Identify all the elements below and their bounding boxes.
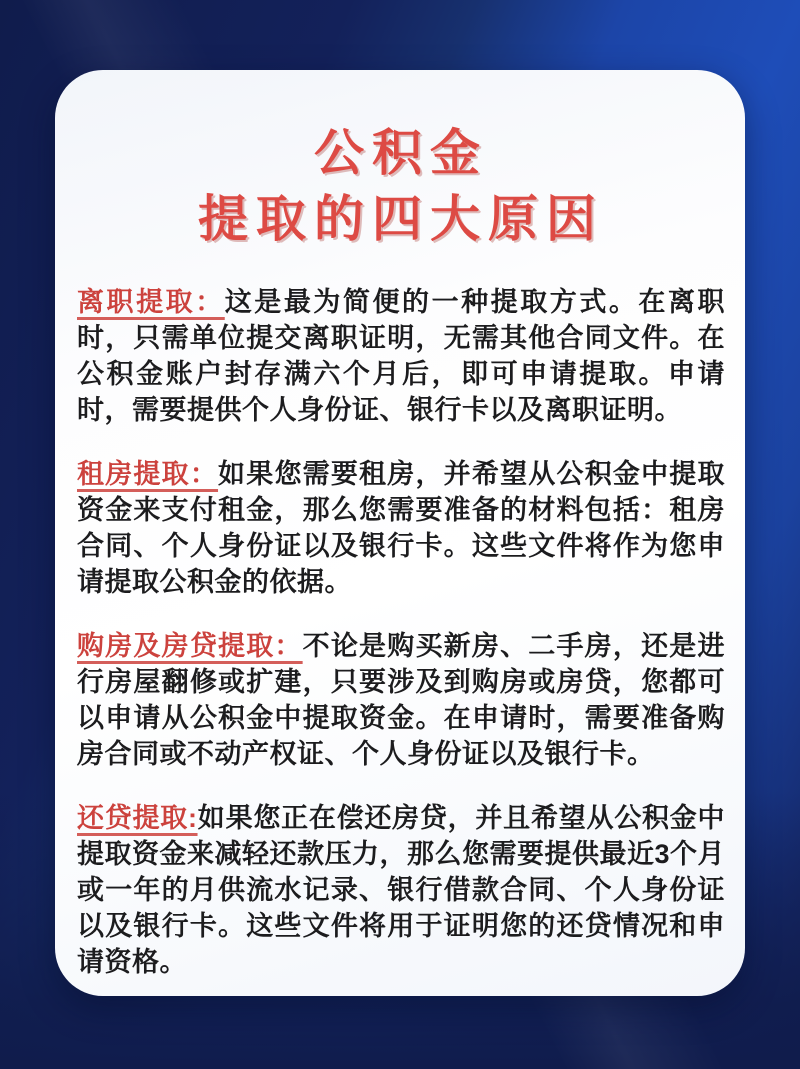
section-label-quit: 离职提取： bbox=[77, 287, 225, 317]
info-card bbox=[55, 70, 745, 996]
section-repay-withdrawal bbox=[77, 800, 725, 980]
section-label-purchase: 购房及房贷提取： bbox=[77, 631, 303, 661]
section-body-repay: 如果您正在偿还房贷，并且希望从公积金中提取资金来减轻还款压力，那么您需要提供最近3个月或一年的月供流水记录、银行借款合同、个人身份证以及银行卡。这些文件将用于证明您的还贷情况和申请资格。 bbox=[77, 803, 726, 977]
section-rent-withdrawal bbox=[77, 456, 725, 600]
title-line-2: 提取的四大原因 bbox=[198, 191, 604, 247]
section-body-purchase: 不论是购买新房、二手房，还是进行房屋翻修或扩建，只要涉及到购房或房贷，您都可以申请从公积金中提取资金。在申请时，需要准备购房合同或不动产权证、个人身份证以及银行卡。 bbox=[77, 631, 726, 769]
section-purchase-withdrawal bbox=[77, 628, 725, 772]
section-body-quit: 这是最为简便的一种提取方式。在离职时，只需单位提交离职证明，无需其他合同文件。在公积金账户封存满六个月后，即可申请提取。申请时，需要提供个人身份证、银行卡以及离职证明。 bbox=[77, 287, 726, 425]
card-title bbox=[77, 120, 725, 252]
section-quit-withdrawal bbox=[77, 284, 725, 428]
title-line-1: 公积金 bbox=[314, 125, 488, 181]
section-label-repay: 还贷提取: bbox=[77, 803, 198, 833]
section-label-rent: 租房提取： bbox=[77, 459, 219, 489]
section-body-rent: 如果您需要租房，并希望从公积金中提取资金来支付租金，那么您需要准备的材料包括：租房合同、个人身份证以及银行卡。这些文件将作为您申请提取公积金的依据。 bbox=[77, 459, 726, 597]
